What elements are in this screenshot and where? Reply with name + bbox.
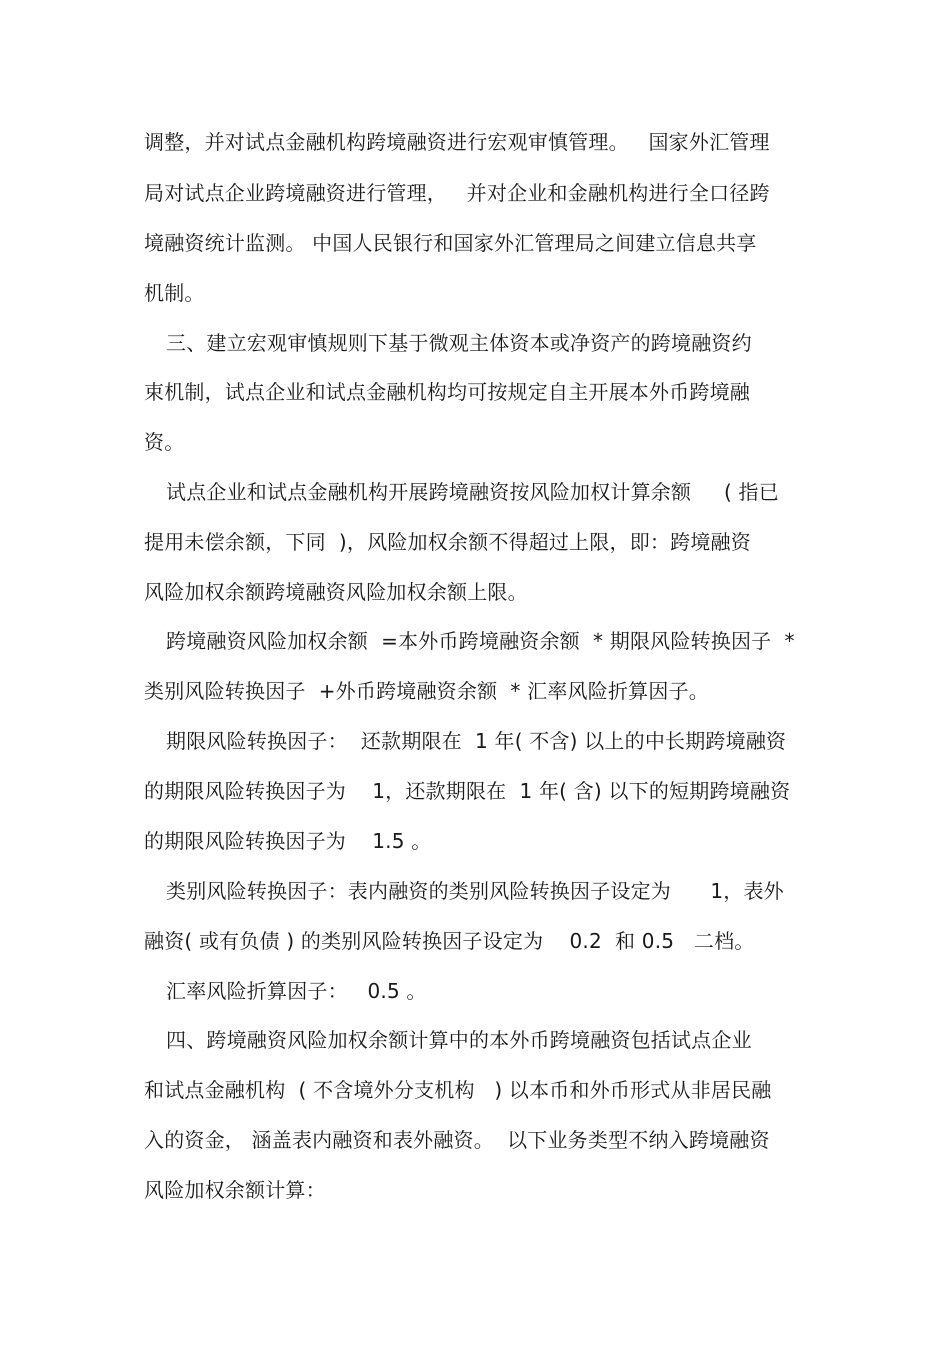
paragraph-3-line-2: 提用未偿余额，下同 )，风险加权余额不得超过上限，即：跨境融资 (144, 530, 751, 554)
paragraph-5-line-1: 期限风险转换因子： 还款期限在 1 年( 不含) 以上的中长期跨境融资 (166, 729, 787, 753)
paragraph-3-line-1: 试点企业和试点金融机构开展跨境融资按风险加权计算余额 ( 指已 (166, 480, 779, 504)
paragraph-1-line-4: 机制。 (144, 281, 205, 305)
paragraph-7-line-1: 汇率风险折算因子： 0.5 。 (166, 979, 427, 1003)
paragraph-4-line-2: 类别风险转换因子 +外币跨境融资余额 * 汇率风险折算因子。 (144, 679, 709, 703)
paragraph-6-line-1: 类别风险转换因子：表内融资的类别风险转换因子设定为 1，表外 (166, 879, 784, 903)
paragraph-6-line-2: 融资( 或有负债 ) 的类别风险转换因子设定为 0.2 和 0.5 二档。 (144, 929, 755, 953)
paragraph-8-line-2: 和试点金融机构 ( 不含境外分支机构 ) 以本币和外币形式从非居民融 (144, 1078, 772, 1102)
paragraph-1-line-3: 境融资统计监测。 中国人民银行和国家外汇管理局之间建立信息共享 (144, 231, 757, 255)
paragraph-8-line-3: 入的资金， 涵盖表内融资和表外融资。 以下业务类型不纳入跨境融资 (144, 1128, 770, 1152)
paragraph-2-line-2: 束机制，试点企业和试点金融机构均可按规定自主开展本外币跨境融 (144, 380, 750, 404)
paragraph-3-line-3: 风险加权余额跨境融资风险加权余额上限。 (144, 580, 528, 604)
paragraph-8-line-4: 风险加权余额计算： (144, 1178, 326, 1202)
paragraph-1-line-1: 调整，并对试点金融机构跨境融资进行宏观审慎管理。 国家外汇管理 (144, 130, 770, 154)
paragraph-2-line-1: 三、建立宏观审慎规则下基于微观主体资本或净资产的跨境融资约 (166, 331, 752, 355)
paragraph-1-line-2: 局对试点企业跨境融资进行管理， 并对企业和金融机构进行全口径跨 (144, 181, 770, 205)
paragraph-5-line-2: 的期限风险转换因子为 1，还款期限在 1 年( 含) 以下的短期跨境融资 (144, 779, 791, 803)
paragraph-4-line-1: 跨境融资风险加权余额 =本外币跨境融资余额 * 期限风险转换因子 * (166, 629, 795, 653)
paragraph-8-line-1: 四、跨境融资风险加权余额计算中的本外币跨境融资包括试点企业 (166, 1028, 752, 1052)
paragraph-5-line-3: 的期限风险转换因子为 1.5 。 (144, 829, 432, 853)
paragraph-2-line-3: 资。 (144, 430, 185, 454)
